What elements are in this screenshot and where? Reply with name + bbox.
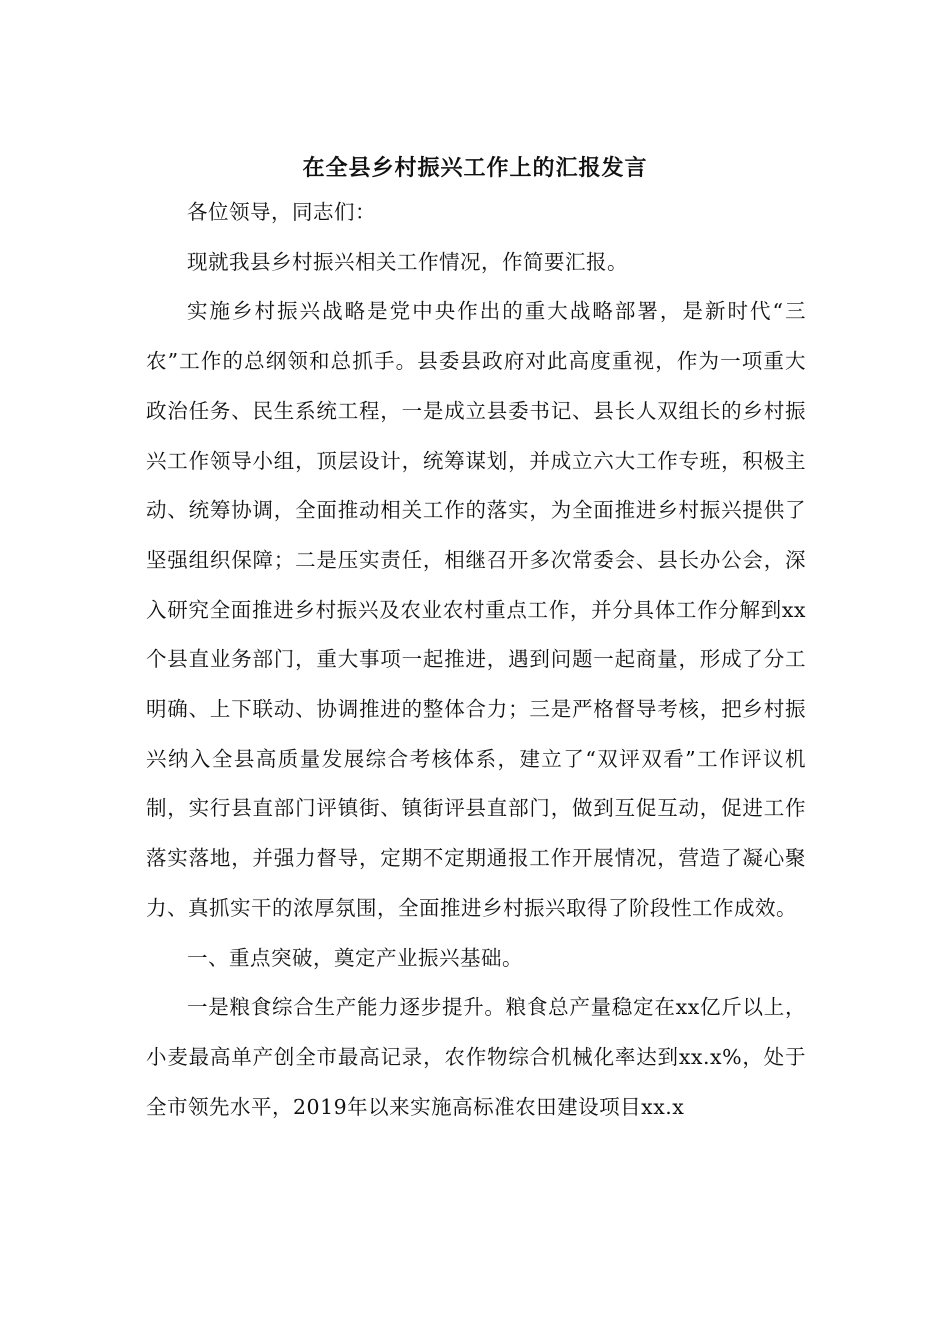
intro-paragraph: 现就我县乡村振兴相关工作情况，作简要汇报。	[187, 249, 628, 274]
document-body	[146, 188, 806, 1132]
document-title: 在全县乡村振兴工作上的汇报发言	[302, 155, 648, 181]
overview-paragraph: 实施乡村振兴战略是党中央作出的重大战略部署，是新时代“三农”工作的总纲领和总抓手。县委县政府对此高度重视，作为一项重大政治任务、民生系统工程，一是成立县委书记、县长人双组长的乡村振兴工作领导小组，顶层设计，统筹谋划，并成立六大工作专班，积极主动、统筹协调，全面推动相关工作的落实，为全面推进乡村振兴提供了坚强组织保障；二是压实责任，相继召开多次常委会、县长办公会，深入研究全面推进乡村振兴及农业农村重点工作，并分具体工作分解到xx个县直业务部门，重大事项一起推进，遇到问题一起商量，形成了分工明确、上下联动、协调推进的整体合力；三是严格督导考核，把乡村振兴纳入全县高质量发展综合考核体系，建立了“双评双看”工作评议机制，实行县直部门评镇街、镇街评县直部门，做到互促互动，促进工作落实落地，并强力督导，定期不定期通报工作开展情况，营造了凝心聚力、真抓实干的浓厚氛围，全面推进乡村振兴取得了阶段性工作成效。	[146, 299, 806, 920]
salutation-paragraph: 各位领导，同志们：	[187, 200, 376, 224]
section-heading-1: 一、重点突破，奠定产业振兴基础。	[187, 945, 523, 970]
grain-production-paragraph: 一是粮食综合生产能力逐步提升。粮食总产量稳定在xx亿斤以上，小麦最高单产创全市最高记录，农作物综合机械化率达到xx.x%，处于全市领先水平，2019年以来实施高标准农田建设项目xx.x	[146, 995, 806, 1119]
